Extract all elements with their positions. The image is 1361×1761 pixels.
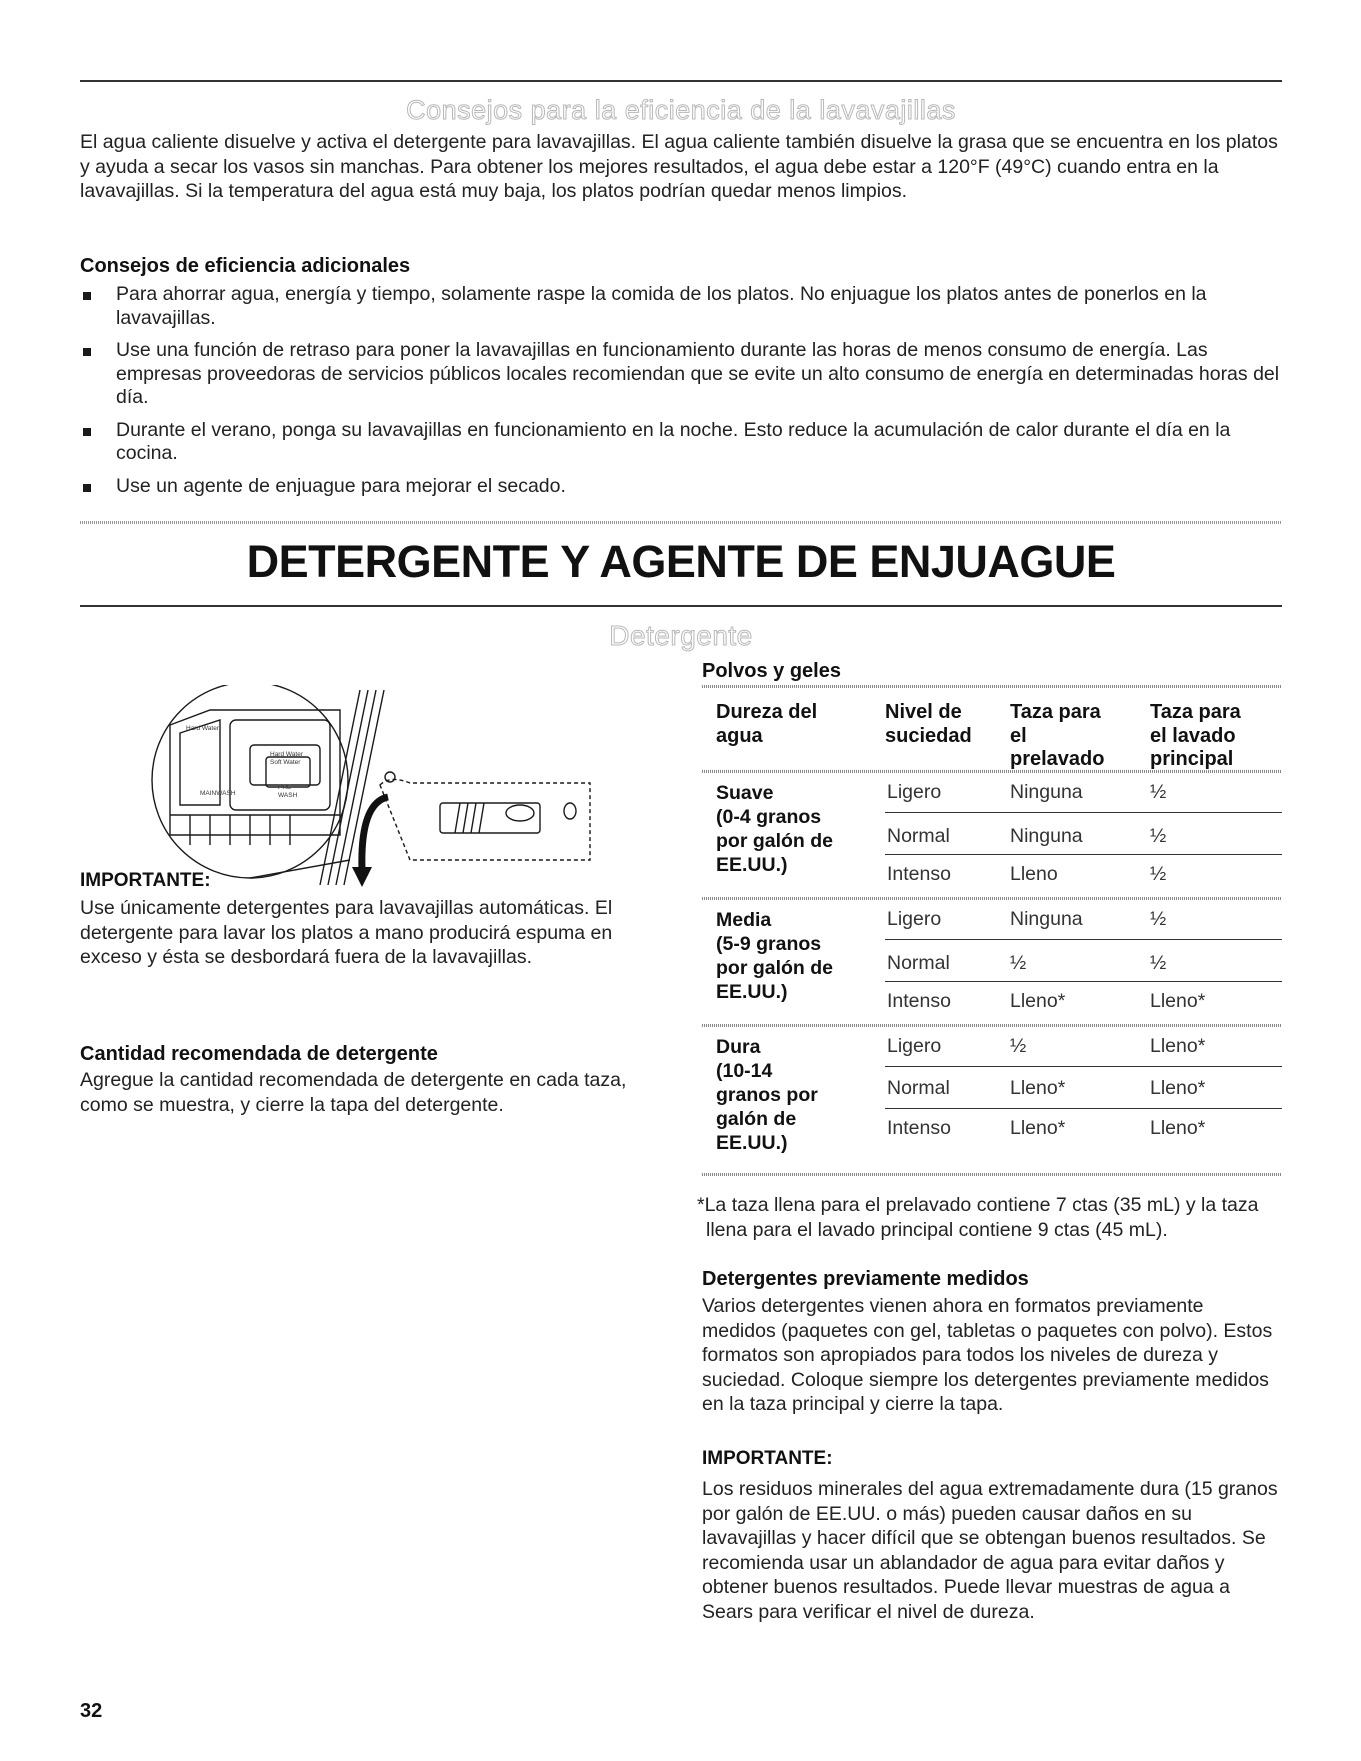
page-number: 32 [80, 1700, 103, 1722]
section-divider [80, 521, 1282, 524]
header-mainwash-cup: Taza para el lavado principal [1150, 701, 1241, 770]
mainwash-label: MAINWASH [200, 790, 236, 797]
recommended-amount-text: Agregue la cantidad recomendada de detergente en cada taza, como se muestra, y cierre la tapa del detergente. [80, 1069, 627, 1116]
table-row: Intenso Lleno* Lleno* [887, 990, 1206, 1012]
table-footnote: *La taza llena para el prelavado contiene 7 ctas (35 mL) y la taza llena para el lavado principal contiene 9 ctas (45 mL). [697, 1194, 1259, 1241]
tips-list [80, 283, 1280, 507]
table-row: Ligero Ninguna ½ [885, 900, 1282, 940]
hard-water-label: Hard Water [270, 751, 303, 758]
bullet-icon [83, 348, 91, 356]
bullet-icon [83, 484, 91, 492]
header-hardness: Dureza del agua [716, 701, 818, 747]
table-row: Ligero ½ Lleno* [885, 1027, 1282, 1067]
important-text: Use únicamente detergentes para lavavajillas automáticas. El detergente para lavar los platos a mano producirá espuma en exceso y ésta se desbordará fuera de la lavavajillas. [80, 897, 613, 968]
premeasured-text: Varios detergentes vienen ahora en formatos previamente medidos (paquetes con gel, tabletas o paquetes con polvo). Estos formatos son apropiados para todos los niveles de dureza y suciedad. Coloque siempre los detergentes previamente medidos en la taza principal y cierre la tapa. [702, 1295, 1273, 1415]
prewash-label-2: WASH [278, 792, 298, 799]
table-row: Intenso Lleno* Lleno* [887, 1117, 1206, 1139]
top-rule [80, 80, 1282, 82]
table-row: Normal Ninguna ½ [885, 813, 1282, 855]
bullet-icon [83, 292, 91, 300]
powders-gels-heading: Polvos y geles [702, 660, 841, 682]
main-title: DETERGENTE Y AGENTE DE ENJUAGUE [246, 536, 1116, 587]
important-label: IMPORTANTE: [80, 870, 211, 891]
bullet-icon [83, 428, 91, 436]
table-group-medium [702, 900, 1282, 1024]
soft-water-label: Soft Water [270, 759, 301, 766]
prewash-label: PRE- [278, 784, 294, 791]
table-row: Normal Lleno* Lleno* [885, 1067, 1282, 1109]
header-prewash-cup: Taza para el prelavado [1010, 701, 1105, 770]
hardness-medium: Media (5-9 granos por galón de EE.UU.) [716, 909, 833, 1003]
list-item: Para ahorrar agua, energía y tiempo, solamente raspe la comida de los platos. No enjuague los platos antes de ponerlos en la lavavajillas. [80, 283, 1280, 330]
intro-paragraph: El agua caliente disuelve y activa el detergente para lavavajillas. El agua caliente también disuelve la grasa que se encuentra en los platos y ayuda a secar los vasos sin manchas. Para obtener los mejores resultados, el agua debe estar a 120°F (49°C) cuando entra en la lavavajillas. Si la temperatura del agua está muy baja, los platos podrían quedar menos limpios. [80, 131, 1278, 202]
table-row: Ligero Ninguna ½ [885, 773, 1282, 813]
title-underline [80, 605, 1282, 607]
hard-water-label-left: Hard Water [186, 725, 219, 732]
important2-text: Los residuos minerales del agua extremadamente dura (15 granos por galón de EE.UU. o más) pueden causar daños en su lavavajillas y hacer difícil que se obtengan buenos resultados. Se recomienda usar un ablandador de agua para evitar daños y obtener buenos resultados. Puede llevar muestras de agua a Sears para verificar el nivel de dureza. [702, 1478, 1278, 1623]
list-item: Use una función de retraso para poner la lavavajillas en funcionamiento durante las horas de menos consumo de energía. Las empresas proveedoras de servicios públicos locales recomiendan que se evite un alto consumo de energía en determinadas horas del día. [80, 339, 1280, 410]
additional-tips-heading: Consejos de eficiencia adicionales [80, 255, 411, 277]
header-soil-level: Nivel de suciedad [885, 701, 972, 747]
hardness-soft: Suave (0-4 granos por galón de EE.UU.) [716, 782, 833, 876]
recommended-amount-heading: Cantidad recomendada de detergente [80, 1043, 438, 1065]
list-item: Use un agente de enjuague para mejorar el secado. [80, 475, 1280, 499]
table-group-hard [702, 1027, 1282, 1173]
table-header [702, 688, 1282, 770]
table-separator [702, 1173, 1282, 1176]
list-item: Durante el verano, ponga su lavavajillas en funcionamiento en la noche. Esto reduce la acumulación de calor durante el día en la cocina. [80, 419, 1280, 466]
premeasured-heading: Detergentes previamente medidos [702, 1268, 1029, 1290]
hardness-hard: Dura (10-14 granos por galón de EE.UU.) [716, 1036, 818, 1154]
detergent-dispenser-illustration [150, 685, 600, 895]
detergent-amount-table [702, 685, 1282, 1176]
table-row: Normal ½ ½ [885, 940, 1282, 982]
table-row: Intenso Lleno ½ [887, 863, 1167, 885]
section-title-efficiency: Consejos para la eficiencia de la lavavajillas [406, 95, 956, 125]
detergent-title: Detergente [609, 620, 753, 651]
important2-label: IMPORTANTE: [702, 1448, 833, 1469]
table-group-soft [702, 773, 1282, 897]
